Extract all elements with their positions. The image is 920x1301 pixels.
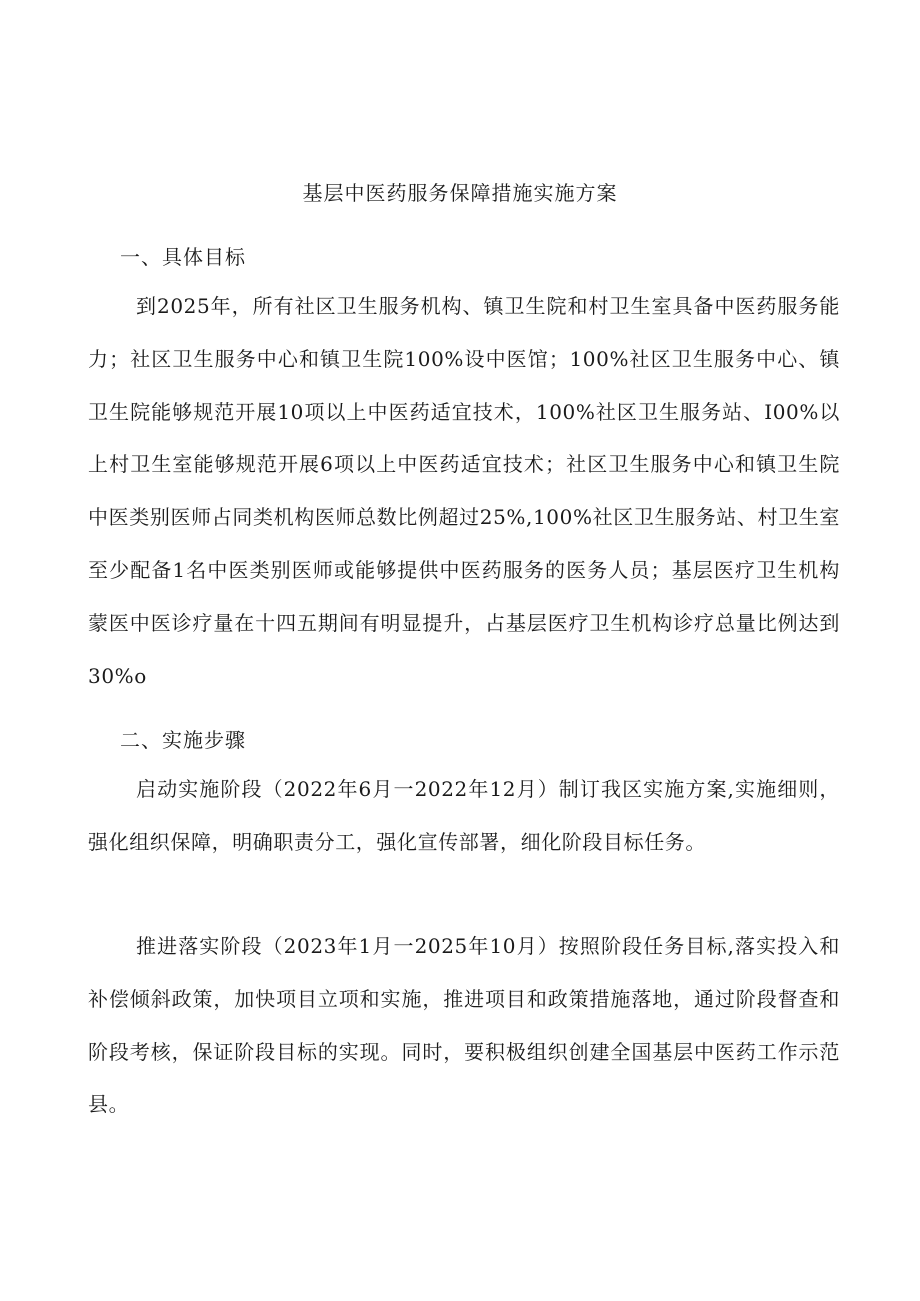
document-title: 基层中医药服务保障措施实施方案: [302, 181, 618, 205]
section-heading-goals: 一、具体目标: [120, 245, 246, 269]
paragraph-launch-phase: 启动实施阶段（2022年6月一2022年12月）制订我区实施方案,实施细则，强化组织保障，明确职责分工，强化宣传部署，细化阶段目标任务。: [88, 777, 840, 854]
paragraph-goals: 到2025年，所有社区卫生服务机构、镇卫生院和村卫生室具备中医药服务能力；社区卫生服务中心和镇卫生院100%设中医馆；100%社区卫生服务中心、镇卫生院能够规范开展10项以上中医药适宜技术，100%社区卫生服务站、I00%以上村卫生室能够规范开展6项以上中医药适宜技术；社区卫生服务中心和镇卫生院中医类别医师占同类机构医师总数比例超过25%,100%社区卫生服务站、村卫生室至少配备1名中医类别医师或能够提供中医药服务的医务人员；基层医疗卫生机构蒙医中医诊疗量在十四五期间有明显提升，占基层医疗卫生机构诊疗总量比例达到30%o: [88, 294, 840, 688]
paragraph-implementation-phase: 推进落实阶段（2023年1月一2025年10月）按照阶段任务目标,落实投入和补偿倾斜政策，加快项目立项和实施，推进项目和政策措施落地，通过阶段督查和阶段考核，保证阶段目标的实现。同时，要积极组织创建全国基层中医药工作示范县。: [88, 934, 840, 1117]
section-heading-steps: 二、实施步骤: [120, 728, 246, 752]
